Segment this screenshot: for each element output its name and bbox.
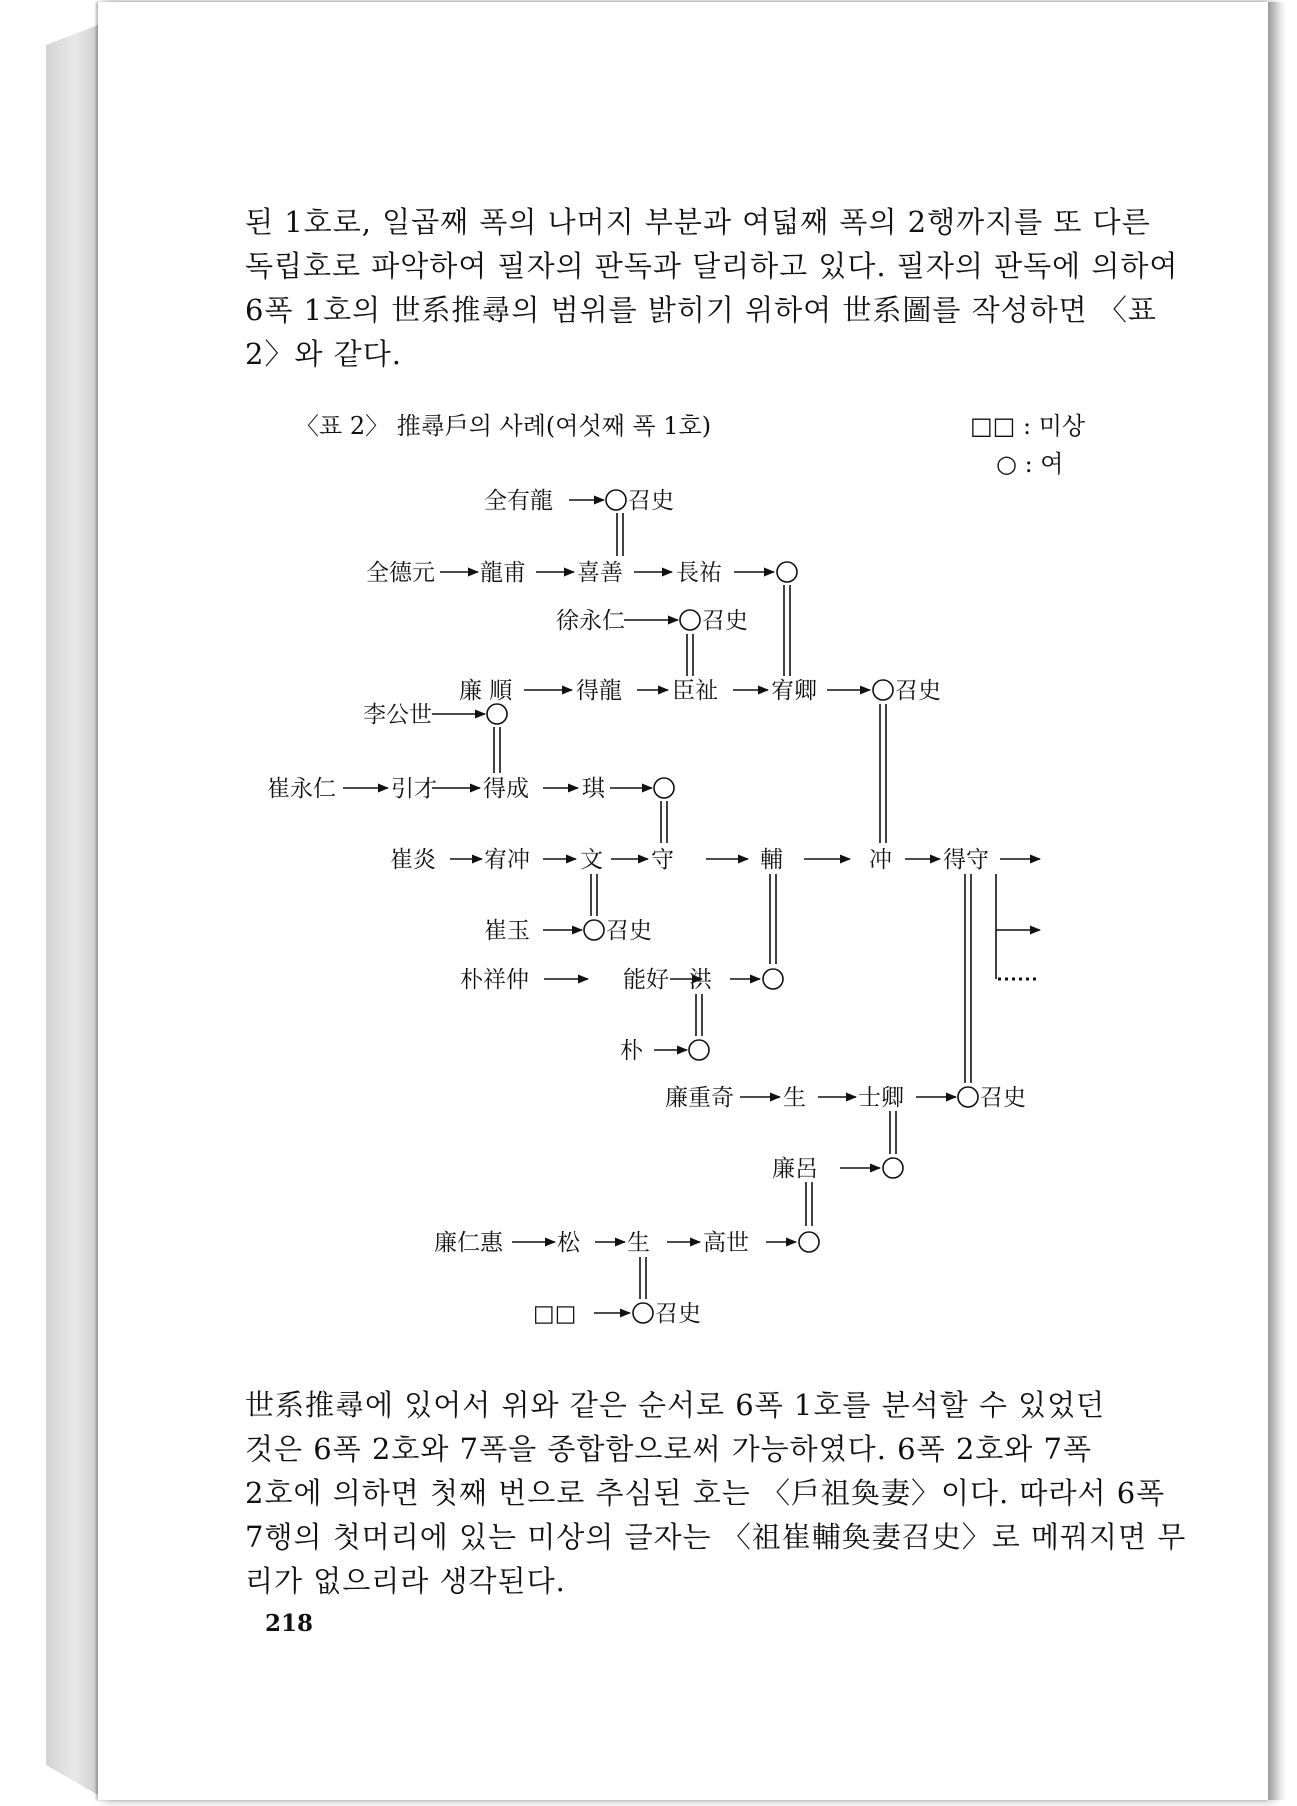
person-name: 崔玉	[484, 918, 530, 944]
paragraph-line: 독립호로 파악하여 필자의 판독과 달리하고 있다. 필자의 판독에 의하여	[245, 249, 1179, 283]
person-name: 崔炎	[390, 847, 436, 873]
paragraph-line: 世系推尋에 있어서 위와 같은 순서로 6폭 1호를 분석할 수 있었던	[245, 1388, 1106, 1422]
person-name: 召史	[895, 678, 941, 704]
female-marker	[883, 1158, 903, 1178]
paragraph-line: 된 1호로, 일곱째 폭의 나머지 부분과 여덟째 폭의 2행까지를 또 다른	[245, 205, 1151, 239]
paragraph-line: 6폭 1호의 世系推尋의 범위를 밝히기 위하여 世系圖를 작성하면 〈표	[245, 293, 1157, 327]
person-name: 得成	[483, 776, 529, 802]
person-name: 生	[627, 1230, 650, 1256]
person-name: 廉重奇	[665, 1085, 734, 1111]
person-name: 全有龍	[484, 488, 553, 514]
table-caption: 〈표 2〉 推尋戶의 사례(여섯째 폭 1호)	[295, 412, 712, 440]
person-name: 召史	[655, 1301, 701, 1327]
female-marker	[777, 562, 797, 582]
paragraph-line: 7행의 첫머리에 있는 미상의 글자는 〈祖崔輔奐妻召史〉로 메꿔지면 무	[245, 1520, 1187, 1554]
person-name: 得龍	[576, 678, 622, 704]
legend-female: ○ : 여	[996, 450, 1064, 478]
page-number: 218	[265, 1610, 314, 1637]
person-name: 朴祥仲	[460, 967, 529, 993]
paragraph-line: 2호에 의하면 첫째 번으로 추심된 호는 〈戶祖奐妻〉이다. 따라서 6폭	[245, 1476, 1166, 1510]
person-name: 徐永仁	[556, 608, 625, 634]
person-name: 召史	[702, 608, 748, 634]
person-name: 輔	[760, 847, 783, 873]
person-name: 宥冲	[484, 847, 530, 873]
female-marker	[487, 704, 507, 724]
person-name: □□	[533, 1301, 577, 1327]
person-name: 生	[783, 1085, 806, 1111]
female-marker	[689, 1040, 709, 1060]
female-marker	[680, 610, 700, 630]
female-marker	[763, 969, 783, 989]
person-name: 龍甫	[480, 560, 526, 586]
female-marker	[633, 1303, 653, 1323]
legend-unknown: □□ : 미상	[970, 412, 1086, 440]
female-marker	[584, 920, 604, 940]
female-marker	[606, 490, 626, 510]
person-name: 廉 順	[459, 678, 513, 704]
female-marker	[873, 680, 893, 700]
paragraph-line: 2〉와 같다.	[245, 337, 402, 371]
person-name: 冲	[869, 847, 892, 873]
female-marker	[799, 1232, 819, 1252]
person-name: 能好	[623, 967, 669, 993]
person-name: 喜善	[577, 560, 623, 586]
diagram-nodes	[267, 488, 1026, 1327]
person-name: 引才	[391, 776, 437, 802]
person-name: 士卿	[858, 1085, 904, 1111]
person-name: 松	[557, 1230, 580, 1256]
person-name: 全德元	[366, 560, 435, 586]
paragraph-line: 리가 없으리라 생각된다.	[245, 1564, 566, 1598]
person-name: 長祐	[676, 560, 722, 586]
person-name: 文	[580, 847, 603, 873]
person-name: 廉呂	[772, 1156, 818, 1182]
person-name: 崔永仁	[267, 776, 336, 802]
person-name: 朴	[620, 1038, 643, 1064]
person-name: 高世	[703, 1230, 749, 1256]
person-name: 得守	[943, 847, 989, 873]
person-name: 召史	[606, 918, 652, 944]
person-name: 廉仁惠	[434, 1230, 503, 1256]
person-name: 琪	[582, 776, 605, 802]
person-name: 召史	[980, 1085, 1026, 1111]
person-name: 臣祉	[672, 678, 718, 704]
person-name: 守	[651, 847, 674, 873]
person-name: 召史	[628, 488, 674, 514]
paragraph-line: 것은 6폭 2호와 7폭을 종합함으로써 가능하였다. 6폭 2호와 7폭	[245, 1432, 1092, 1466]
person-name: 宥卿	[771, 678, 817, 704]
person-name: 李公世	[363, 702, 432, 728]
female-marker	[958, 1087, 978, 1107]
person-name: 洪	[689, 967, 712, 993]
female-marker	[654, 778, 674, 798]
